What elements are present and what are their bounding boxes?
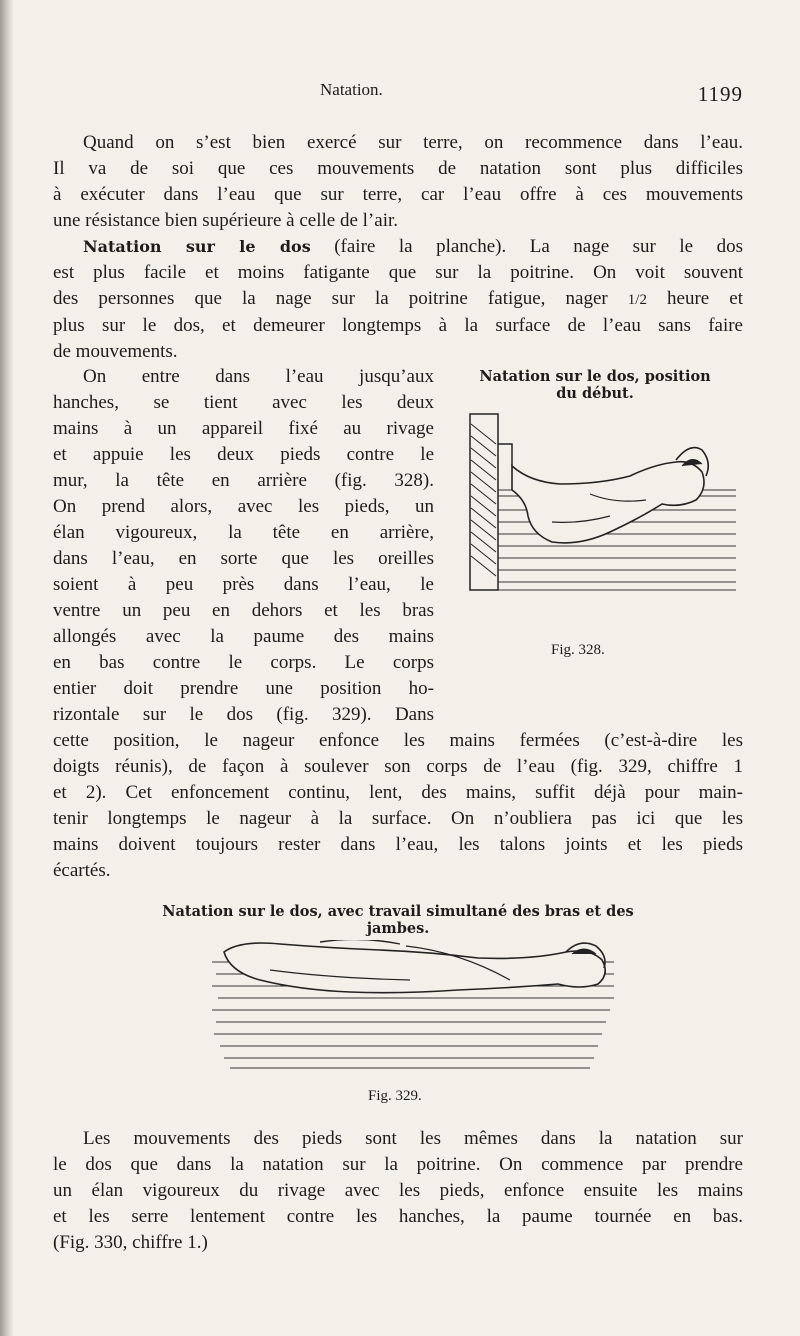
text-line: rizontale sur le dos (fig. 329). Dans [53, 704, 434, 725]
text-line: à exécuter dans l’eau que sur terre, car l’eau offre à ces mouvements [53, 184, 743, 205]
text-line: On entre dans l’eau jusqu’aux [83, 366, 434, 387]
paragraph-starting-position-continued [53, 728, 743, 884]
text-line: de mouvements. [53, 341, 178, 362]
figure-328-illustration [440, 404, 740, 594]
text-line: en bas contre le corps. Le corps [53, 652, 434, 673]
text-line: hanches, se tient avec les deux [53, 392, 434, 413]
text-line: une résistance bien supérieure à celle de l’air. [53, 210, 398, 231]
text-line: Les mouvements des pieds sont les mêmes dans la natation sur [83, 1128, 743, 1149]
text-line: doigts réunis), de façon à soulever son corps de l’eau (fig. 329, chiffre 1 [53, 756, 743, 777]
text-line: et les serre lentement contre les hanches, la paume tournée en bas. [53, 1206, 743, 1227]
text-line: cette position, le nageur enfonce les mains fermées (c’est-à-dire les [53, 730, 743, 751]
text-line: mains à un appareil fixé au rivage [53, 418, 434, 439]
text-line: mains doivent toujours rester dans l’eau, les talons joints et les pieds [53, 834, 743, 855]
text-line: le dos que dans la natation sur la poitrine. On commence par prendre [53, 1154, 743, 1175]
figure-329-title: Natation sur le dos, avec travail simultané des bras et des jambes. [162, 903, 634, 937]
paragraph-back-swimming [53, 234, 743, 365]
figure-329-illustration [210, 940, 620, 1072]
running-title: Natation. [320, 80, 383, 99]
page-header [53, 80, 743, 120]
text-line: (Fig. 330, chiffre 1.) [53, 1232, 208, 1253]
figure-329-caption: Fig. 329. [368, 1088, 422, 1104]
text-line: élan vigoureux, la tête en arrière, [53, 522, 434, 543]
text-line: écartés. [53, 860, 111, 881]
paragraph-intro [53, 130, 743, 234]
text-line: Quand on s’est bien exercé sur terre, on recommence dans l’eau. [83, 132, 743, 153]
text-line: allongés avec la paume des mains [53, 626, 434, 647]
text-line: entier doit prendre une position ho- [53, 678, 434, 699]
text-line: et 2). Cet enfoncement continu, lent, des mains, suffit déjà pour main- [53, 782, 743, 803]
text-line: Il va de soi que ces mouvements de natation sont plus difficiles [53, 158, 743, 179]
page-number: 1199 [697, 82, 743, 106]
text-line: Natation sur le dos (faire la planche). La nage sur le dos [83, 236, 743, 257]
text-line: dans l’eau, en sorte que les oreilles [53, 548, 434, 569]
figure-328-title: Natation sur le dos, position du début. [479, 368, 711, 402]
text-line: soient à peu près dans l’eau, le [53, 574, 434, 595]
page-binding-edge [0, 0, 14, 1336]
text-line: plus sur le dos, et demeurer longtemps à la surface de l’eau sans faire [53, 315, 743, 336]
text-line: ventre un peu en dehors et les bras [53, 600, 434, 621]
section-heading: Natation sur le dos [83, 237, 311, 256]
paragraph-starting-position [53, 364, 434, 728]
fraction: 1/2 [627, 292, 647, 308]
text-line: tenir longtemps le nageur à la surface. On n’oubliera pas ici que les [53, 808, 743, 829]
text-line: et appuie les deux pieds contre le [53, 444, 434, 465]
text-line: est plus facile et moins fatigante que sur la poitrine. On voit souvent [53, 262, 743, 283]
text-line: mur, la tête en arrière (fig. 328). [53, 470, 434, 491]
text-line: On prend alors, avec les pieds, un [53, 496, 434, 517]
text-line: des personnes que la nage sur la poitrine fatigue, nager 1/2 heure et [53, 288, 744, 309]
text-line: un élan vigoureux du rivage avec les pieds, enfonce ensuite les mains [53, 1180, 743, 1201]
figure-328-caption: Fig. 328. [551, 642, 605, 658]
paragraph-foot-movements [53, 1126, 743, 1256]
